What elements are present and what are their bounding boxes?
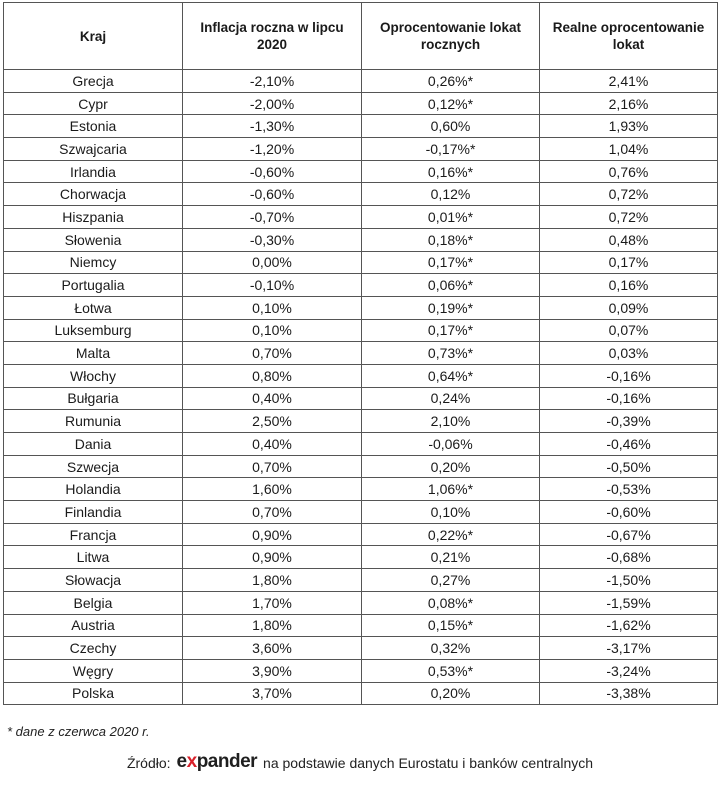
cell-country: Szwecja	[4, 455, 183, 478]
cell-deposit-rate: 0,21%	[362, 546, 540, 569]
cell-real-rate: -0,50%	[540, 455, 718, 478]
cell-country: Luksemburg	[4, 319, 183, 342]
cell-real-rate: -0,39%	[540, 410, 718, 433]
table-row	[4, 523, 718, 546]
header-real-rate: Realne oprocentowanie lokat	[540, 3, 718, 70]
table-row	[4, 206, 718, 229]
cell-country: Słowenia	[4, 228, 183, 251]
cell-real-rate: 1,04%	[540, 138, 718, 161]
logo-accent-x: x	[186, 751, 197, 772]
cell-real-rate: 2,16%	[540, 92, 718, 115]
cell-real-rate: -1,50%	[540, 569, 718, 592]
cell-real-rate: -0,68%	[540, 546, 718, 569]
cell-deposit-rate: 0,06%*	[362, 274, 540, 297]
table-row	[4, 637, 718, 660]
cell-inflation: -0,60%	[183, 160, 362, 183]
cell-deposit-rate: 0,01%*	[362, 206, 540, 229]
cell-inflation: 0,00%	[183, 251, 362, 274]
cell-real-rate: -0,16%	[540, 387, 718, 410]
cell-real-rate: 0,03%	[540, 342, 718, 365]
cell-deposit-rate: 0,19%*	[362, 296, 540, 319]
table-row	[4, 682, 718, 705]
table-row	[4, 296, 718, 319]
cell-deposit-rate: 0,12%	[362, 183, 540, 206]
cell-deposit-rate: 0,16%*	[362, 160, 540, 183]
cell-deposit-rate: 0,20%	[362, 455, 540, 478]
cell-inflation: 2,50%	[183, 410, 362, 433]
cell-deposit-rate: -0,17%*	[362, 138, 540, 161]
cell-inflation: 0,70%	[183, 455, 362, 478]
cell-country: Belgia	[4, 591, 183, 614]
cell-inflation: -2,00%	[183, 92, 362, 115]
cell-real-rate: 0,09%	[540, 296, 718, 319]
cell-inflation: 3,90%	[183, 659, 362, 682]
cell-deposit-rate: 1,06%*	[362, 478, 540, 501]
cell-real-rate: 2,41%	[540, 70, 718, 93]
header-inflation: Inflacja roczna w lipcu 2020	[183, 3, 362, 70]
cell-inflation: 1,80%	[183, 614, 362, 637]
cell-real-rate: 0,76%	[540, 160, 718, 183]
cell-country: Dania	[4, 433, 183, 456]
cell-real-rate: 0,07%	[540, 319, 718, 342]
table-row	[4, 274, 718, 297]
cell-inflation: 0,90%	[183, 523, 362, 546]
cell-inflation: 1,60%	[183, 478, 362, 501]
cell-country: Holandia	[4, 478, 183, 501]
source-line	[0, 752, 720, 774]
cell-real-rate: -0,60%	[540, 501, 718, 524]
cell-deposit-rate: 0,32%	[362, 637, 540, 660]
source-suffix: na podstawie danych Eurostatu i banków centralnych	[263, 755, 594, 771]
cell-country: Rumunia	[4, 410, 183, 433]
table-row	[4, 501, 718, 524]
cell-inflation: 0,80%	[183, 364, 362, 387]
cell-deposit-rate: 0,10%	[362, 501, 540, 524]
cell-inflation: 3,60%	[183, 637, 362, 660]
cell-real-rate: 0,16%	[540, 274, 718, 297]
table-row	[4, 387, 718, 410]
cell-country: Malta	[4, 342, 183, 365]
cell-country: Chorwacja	[4, 183, 183, 206]
table-row	[4, 569, 718, 592]
cell-real-rate: -0,53%	[540, 478, 718, 501]
cell-deposit-rate: 0,15%*	[362, 614, 540, 637]
table-row	[4, 160, 718, 183]
cell-deposit-rate: 0,53%*	[362, 659, 540, 682]
table-body	[4, 70, 718, 705]
cell-inflation: -2,10%	[183, 70, 362, 93]
cell-real-rate: -3,38%	[540, 682, 718, 705]
cell-deposit-rate: -0,06%	[362, 433, 540, 456]
footnote: * dane z czerwca 2020 r.	[7, 724, 150, 739]
cell-deposit-rate: 2,10%	[362, 410, 540, 433]
table-row	[4, 478, 718, 501]
cell-inflation: 0,10%	[183, 319, 362, 342]
cell-country: Włochy	[4, 364, 183, 387]
cell-country: Litwa	[4, 546, 183, 569]
cell-real-rate: 0,72%	[540, 206, 718, 229]
cell-inflation: 0,40%	[183, 387, 362, 410]
cell-deposit-rate: 0,18%*	[362, 228, 540, 251]
cell-country: Szwajcaria	[4, 138, 183, 161]
cell-country: Bułgaria	[4, 387, 183, 410]
cell-inflation: 0,90%	[183, 546, 362, 569]
cell-real-rate: -1,62%	[540, 614, 718, 637]
expander-logo: e x pander	[176, 751, 258, 772]
table-row	[4, 228, 718, 251]
table-row	[4, 364, 718, 387]
cell-inflation: -0,70%	[183, 206, 362, 229]
cell-deposit-rate: 0,12%*	[362, 92, 540, 115]
table-row	[4, 70, 718, 93]
cell-deposit-rate: 0,73%*	[362, 342, 540, 365]
cell-real-rate: -0,67%	[540, 523, 718, 546]
cell-real-rate: -1,59%	[540, 591, 718, 614]
inflation-table	[3, 2, 718, 705]
cell-real-rate: 1,93%	[540, 115, 718, 138]
cell-inflation: 0,10%	[183, 296, 362, 319]
cell-real-rate: -0,16%	[540, 364, 718, 387]
cell-deposit-rate: 0,17%*	[362, 251, 540, 274]
cell-deposit-rate: 0,64%*	[362, 364, 540, 387]
cell-inflation: -0,60%	[183, 183, 362, 206]
cell-country: Niemcy	[4, 251, 183, 274]
cell-inflation: -0,30%	[183, 228, 362, 251]
cell-real-rate: 0,17%	[540, 251, 718, 274]
cell-inflation: -1,20%	[183, 138, 362, 161]
source-prefix: Źródło:	[126, 755, 171, 771]
table-row	[4, 433, 718, 456]
cell-real-rate: -3,24%	[540, 659, 718, 682]
cell-deposit-rate: 0,24%	[362, 387, 540, 410]
cell-country: Estonia	[4, 115, 183, 138]
table-row	[4, 138, 718, 161]
table-row	[4, 92, 718, 115]
cell-inflation: 1,70%	[183, 591, 362, 614]
cell-country: Węgry	[4, 659, 183, 682]
cell-deposit-rate: 0,08%*	[362, 591, 540, 614]
table-row	[4, 591, 718, 614]
table-row	[4, 251, 718, 274]
cell-real-rate: 0,48%	[540, 228, 718, 251]
header-country: Kraj	[4, 3, 183, 70]
table-row	[4, 546, 718, 569]
cell-inflation: -0,10%	[183, 274, 362, 297]
cell-inflation: 1,80%	[183, 569, 362, 592]
table-header-row	[4, 3, 718, 70]
cell-real-rate: 0,72%	[540, 183, 718, 206]
cell-inflation: 3,70%	[183, 682, 362, 705]
cell-inflation: 0,70%	[183, 501, 362, 524]
table-row	[4, 319, 718, 342]
cell-real-rate: -0,46%	[540, 433, 718, 456]
cell-country: Portugalia	[4, 274, 183, 297]
cell-country: Hiszpania	[4, 206, 183, 229]
table-row	[4, 410, 718, 433]
cell-country: Grecja	[4, 70, 183, 93]
cell-country: Francja	[4, 523, 183, 546]
header-deposit-rate: Oprocentowanie lokat rocznych	[362, 3, 540, 70]
cell-country: Łotwa	[4, 296, 183, 319]
table-row	[4, 342, 718, 365]
cell-deposit-rate: 0,27%	[362, 569, 540, 592]
cell-country: Cypr	[4, 92, 183, 115]
cell-deposit-rate: 0,17%*	[362, 319, 540, 342]
cell-deposit-rate: 0,20%	[362, 682, 540, 705]
cell-country: Polska	[4, 682, 183, 705]
cell-country: Słowacja	[4, 569, 183, 592]
cell-real-rate: -3,17%	[540, 637, 718, 660]
cell-deposit-rate: 0,26%*	[362, 70, 540, 93]
cell-inflation: 0,40%	[183, 433, 362, 456]
cell-inflation: 0,70%	[183, 342, 362, 365]
cell-deposit-rate: 0,60%	[362, 115, 540, 138]
cell-country: Finlandia	[4, 501, 183, 524]
cell-country: Czechy	[4, 637, 183, 660]
table-row	[4, 614, 718, 637]
table-row	[4, 183, 718, 206]
cell-country: Austria	[4, 614, 183, 637]
table-row	[4, 455, 718, 478]
cell-country: Irlandia	[4, 160, 183, 183]
table-row	[4, 659, 718, 682]
table-row	[4, 115, 718, 138]
cell-deposit-rate: 0,22%*	[362, 523, 540, 546]
cell-inflation: -1,30%	[183, 115, 362, 138]
